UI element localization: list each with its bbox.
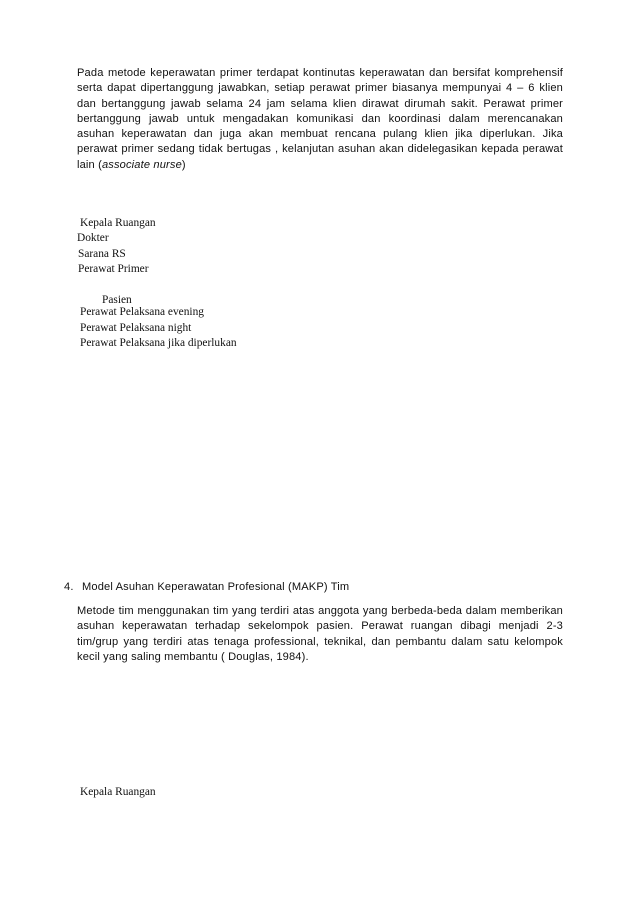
associate-nurse-term: associate nurse	[101, 158, 182, 171]
section4-heading	[64, 580, 349, 595]
primer-paragraph	[77, 66, 563, 173]
diagram1-perawat-primer: Perawat Primer	[78, 263, 149, 275]
diagram1-pelaksana-jika: Perawat Pelaksana jika diperlukan	[80, 337, 237, 349]
section4-title: Model Asuhan Keperawatan Profesional (MAKP) Tim	[82, 581, 350, 593]
primer-paragraph-text: Pada metode keperawatan primer terdapat kontinutas keperawatan dan bersifat komprehensif serta dapat dipertanggung jawabkan, setiap perawat primer biasanya mempunyai 4 – 6 klien dan bertanggung jawab selama 24 jam selama klien dirawat dirumah sakit. Perawat primer bertanggung jawab untuk mengadakan komunikasi dan koordinasi dalam merencanakan asuhan keperawatan dan juga akan membuat rencana pulang klien jika diperlukan. Jika perawat primer sedang tidak bertugas , kelanjutan asuhan akan didelegasikan kepada perawat lain (	[77, 67, 563, 171]
diagram1-pelaksana-evening: Perawat Pelaksana evening	[80, 306, 204, 318]
paragraph-closing: )	[181, 158, 186, 171]
diagram2-kepala-ruangan: Kepala Ruangan	[80, 786, 156, 798]
diagram1-pelaksana-night: Perawat Pelaksana night	[80, 322, 192, 334]
tim-paragraph: Metode tim menggunakan tim yang terdiri atas anggota yang berbeda-beda dalam memberikan asuhan keperawatan terhadap sekelompok pasien. Perawat ruangan dibagi menjadi 2-3 tim/grup yang terdiri atas tenaga professional, teknikal, dan pembantu dalam satu kelompok kecil yang saling membantu ( Douglas, 1984).	[77, 605, 563, 663]
diagram1-pasien: Pasien	[102, 294, 132, 306]
diagram1-kepala-ruangan: Kepala Ruangan	[80, 217, 156, 229]
diagram1-sarana-rs: Sarana RS	[78, 248, 126, 260]
diagram1-dokter: Dokter	[77, 232, 109, 244]
section4-number: 4.	[64, 581, 74, 593]
